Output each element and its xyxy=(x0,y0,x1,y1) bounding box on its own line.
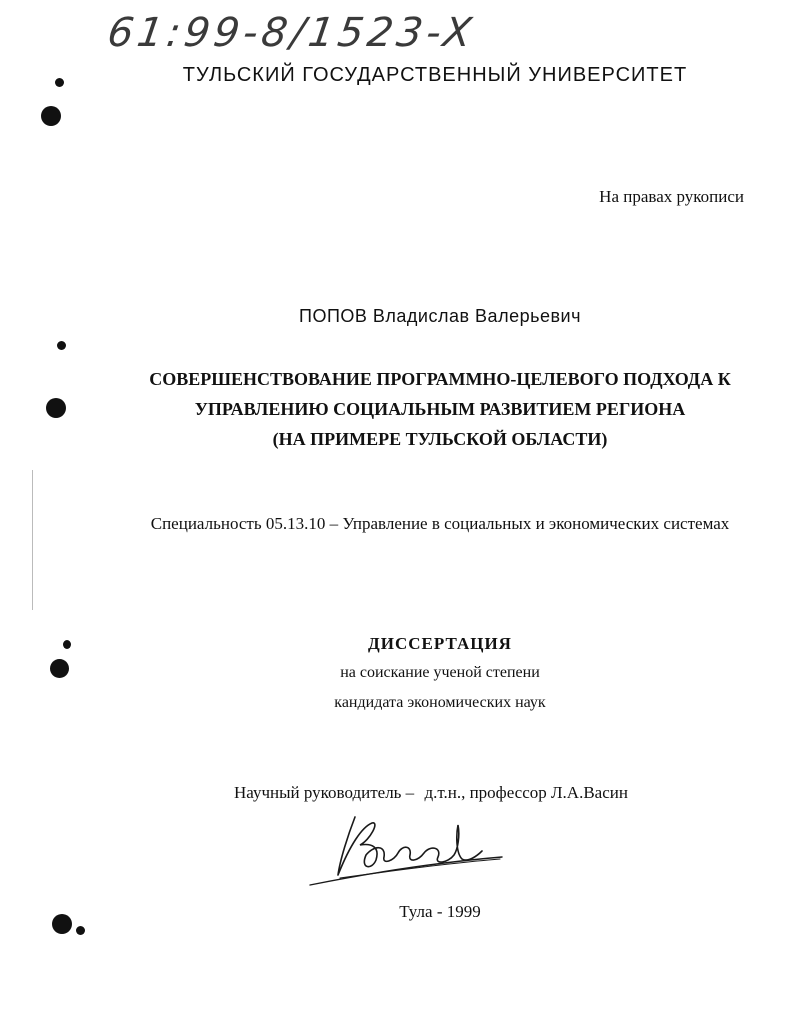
supervisor-name: д.т.н., профессор Л.А.Васин xyxy=(424,783,628,802)
supervisor-line xyxy=(234,783,628,803)
punch-hole-8 xyxy=(76,926,85,935)
archive-handwritten-mark: 61:99-8/1523-X xyxy=(104,10,479,56)
dissertation-label: ДИССЕРТАЦИЯ xyxy=(368,634,512,653)
title-line-2: УПРАВЛЕНИЮ СОЦИАЛЬНЫМ РАЗВИТИЕМ РЕГИОНА xyxy=(194,399,686,419)
signature-stroke xyxy=(338,817,482,875)
university-name: ТУЛЬСКИЙ ГОСУДАРСТВЕННЫЙ УНИВЕРСИТЕТ xyxy=(182,64,688,86)
specialty-line: Специальность 05.13.10 – Управление в социальных и экономических системах xyxy=(150,514,730,533)
author-name: ПОПОВ Владислав Валерьевич xyxy=(299,306,581,326)
city-year: Тула - 1999 xyxy=(399,902,481,921)
punch-hole-3 xyxy=(57,341,66,350)
title-line-3: (НА ПРИМЕРЕ ТУЛЬСКОЙ ОБЛАСТИ) xyxy=(272,429,608,449)
title-line-1: СОВЕРШЕНСТВОВАНИЕ ПРОГРАММНО-ЦЕЛЕВОГО ПОДХОДА К xyxy=(149,369,731,389)
dissertation-title xyxy=(125,364,755,454)
punch-hole-4 xyxy=(46,398,66,418)
supervisor-role: Научный руководитель – xyxy=(234,783,415,802)
degree-line-2: кандидата экономических наук xyxy=(334,694,546,711)
punch-hole-2 xyxy=(41,106,61,126)
degree-line-1: на соискание ученой степени xyxy=(340,664,540,681)
rights-note: На правах рукописи xyxy=(599,187,744,206)
supervisor-signature xyxy=(300,805,510,890)
scan-edge-line xyxy=(32,470,33,610)
